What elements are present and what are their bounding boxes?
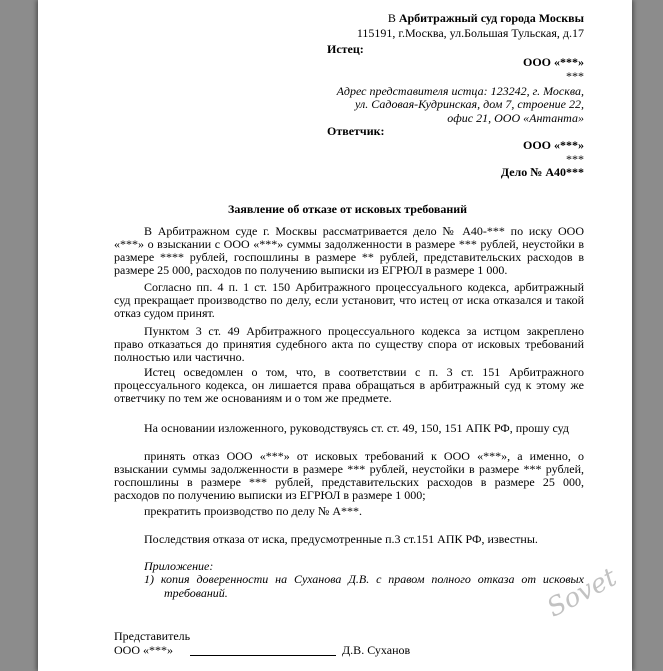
paragraph-2-line: отказ судом принят.: [114, 306, 215, 320]
paragraph-2: [114, 281, 584, 320]
paragraph-4-line: ответчику по тем же основаниям и о том же предмете.: [114, 391, 392, 405]
paragraph-4: [114, 366, 584, 405]
signature-org: ООО «***»: [114, 643, 173, 657]
court-line: [338, 12, 584, 25]
plaintiff-label: Истец:: [327, 42, 364, 56]
plaintiff-stars: ***: [566, 69, 584, 83]
paragraph-1-line: В Арбитражном суде г. Москвы рассматривается дело № А40-*** по иску ООО: [144, 224, 584, 238]
case-number: Дело № А40***: [500, 165, 584, 179]
document-page: [38, 0, 632, 671]
paragraph-4-line: процессуального кодекса, он лишается права обращаться в арбитражный суд к этому же: [114, 378, 584, 392]
attachment-item-1: 1) копия доверенности на Суханова Д.В. с правом полного отказа от исковых: [144, 572, 584, 586]
document-title: Заявление об отказе от исковых требований: [228, 202, 468, 216]
watermark-logo: Sovet: [542, 562, 622, 624]
defendant-name: ООО «***»: [522, 138, 584, 152]
signature-role: Представитель: [114, 629, 191, 643]
paragraph-6-line: расходов по получению выписки из ЕГРЮЛ в размере 1 000;: [114, 488, 426, 502]
attachment-label: Приложение:: [144, 559, 214, 573]
paragraph-8: [114, 533, 584, 546]
paragraph-3-line: право отказаться до принятия судебного акта по существу спора от исковых требований: [114, 337, 584, 351]
paragraph-6: [114, 450, 584, 502]
paragraph-1-line: размере 25 000, расходов по получению выписки из ЕГРЮЛ в размере 1 000.: [114, 263, 508, 277]
attachment-item-1-cont: требований.: [164, 586, 228, 600]
paragraph-3-line: полностью или частично.: [114, 350, 245, 364]
paragraph-1-line: «***» о взыскании с ООО «***» суммы задолженности в размере *** рублей, неустойки в: [114, 237, 584, 251]
rep-address-line-2: ул. Садовая-Кудринская, дом 7, строение 22,: [355, 97, 584, 111]
defendant-stars: ***: [566, 152, 584, 166]
paragraph-5: [114, 422, 584, 435]
court-address: 115191, г.Москва, ул.Большая Тульская, д.17: [356, 26, 584, 40]
paragraph-1-line: размере **** рублей, госпошлины в размере ** рублей, представительских расходов в: [114, 250, 584, 264]
defendant-label: Ответчик:: [327, 124, 385, 138]
court-prefix: В: [387, 11, 399, 25]
paragraph-1: [114, 225, 584, 277]
rep-address-line-1: Адрес представителя истца: 123242, г. Москва,: [336, 84, 584, 98]
court-name: Арбитражный суд города Москвы: [398, 11, 584, 25]
signature-line: [190, 655, 336, 656]
paragraph-2-line: суд прекращает производство по делу, если установит, что истец от иска отказался и такой: [114, 293, 584, 307]
paragraph-8-line: Последствия отказа от иска, предусмотренные п.3 ст.151 АПК РФ, известны.: [144, 532, 538, 546]
paragraph-6-line: взыскании суммы задолженности в размере *** рублей, неустойки в размере *** рублей,: [114, 462, 584, 476]
paragraph-7-line: прекратить производство по делу № А***.: [144, 504, 363, 518]
rep-address-line-3: офис 21, ООО «Антанта»: [447, 111, 584, 125]
paragraph-6-line: принять отказ ООО «***» от исковых требований к ООО «***», а именно, о: [144, 449, 584, 463]
paragraph-4-line: Истец осведомлен о том, что, в соответствии с п. 3 ст. 151 Арбитражного: [144, 365, 584, 379]
signature-name: Д.В. Суханов: [342, 643, 411, 657]
plaintiff-name: ООО «***»: [522, 55, 584, 69]
paragraph-3: [114, 325, 584, 364]
paragraph-2-line: Согласно пп. 4 п. 1 ст. 150 Арбитражного процессуального кодекса, арбитражный: [144, 280, 584, 294]
paragraph-3-line: Пунктом 3 ст. 49 Арбитражного процессуального кодекса за истцом закреплено: [144, 324, 584, 338]
paragraph-7: [114, 505, 584, 518]
paragraph-5-line: На основании изложенного, руководствуясь ст. ст. 49, 150, 151 АПК РФ, прошу суд: [144, 421, 569, 435]
paragraph-6-line: госпошлины в размере *** рублей, представительских расходов в размере 25 000,: [114, 475, 584, 489]
